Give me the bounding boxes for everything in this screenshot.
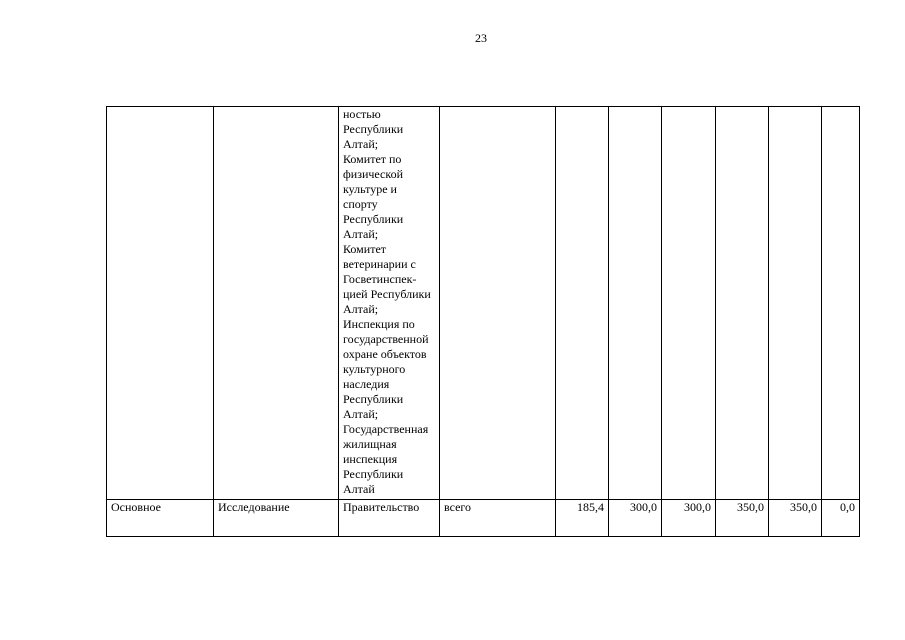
cell-text-line: государственной <box>343 332 429 346</box>
responsible-executors-cell <box>339 107 440 500</box>
value-cell: 300,0 <box>609 500 662 537</box>
cell-text-line: культуре и <box>343 182 397 196</box>
value-cell: 185,4 <box>556 500 609 537</box>
cell-text-line: жилищная <box>343 437 397 451</box>
cell-text-line: Республики <box>343 212 404 226</box>
cell-text-line: Комитет по <box>343 152 402 166</box>
cell-text-line: инспекция <box>343 452 398 466</box>
table-cell <box>716 107 769 500</box>
table-cell <box>214 107 339 500</box>
table-cell <box>556 107 609 500</box>
table-row <box>107 107 860 500</box>
table-cell <box>609 107 662 500</box>
table-cell <box>769 107 822 500</box>
value-cell: 350,0 <box>769 500 822 537</box>
cell-text-line: Республики <box>343 467 404 481</box>
executor-cell: Правительство <box>339 500 440 537</box>
activity-name-cell: Исследование <box>214 500 339 537</box>
cell-text-line: Республики <box>343 392 404 406</box>
cell-text-line: культурного <box>343 362 406 376</box>
cell-text-line: наследия <box>343 377 390 391</box>
cell-text-line: Инспекция по <box>343 317 415 331</box>
table-cell <box>107 107 214 500</box>
cell-text-line: ностью <box>343 107 381 121</box>
cell-text-line: Комитет <box>343 242 387 256</box>
page-number: 23 <box>475 31 487 45</box>
cell-text-line: ветеринарии с <box>343 257 416 271</box>
cell-text-line: спорту <box>343 197 378 211</box>
cell-text-line: цией Республики <box>343 287 431 301</box>
cell-text-line: физической <box>343 167 403 181</box>
cell-text-line: Алтай; <box>343 137 379 151</box>
table-cell <box>662 107 716 500</box>
value-cell: 0,0 <box>822 500 860 537</box>
value-cell: 300,0 <box>662 500 716 537</box>
table-cell <box>822 107 860 500</box>
value-cell: 350,0 <box>716 500 769 537</box>
table-row <box>107 500 860 537</box>
cell-text-line: Государственная <box>343 422 429 436</box>
cell-text-line: Республики <box>343 122 404 136</box>
cell-text-line: Алтай; <box>343 302 379 316</box>
funding-source-cell: всего <box>440 500 556 537</box>
cell-text-line: Алтай; <box>343 407 379 421</box>
cell-text-line: охране объектов <box>343 347 427 361</box>
cell-text-line: Алтай; <box>343 227 379 241</box>
document-table <box>106 106 860 537</box>
cell-text-line: Госветинспек- <box>343 272 417 286</box>
cell-text-line: Алтай <box>343 482 375 496</box>
table-cell <box>440 107 556 500</box>
activity-type-cell: Основное <box>107 500 214 537</box>
